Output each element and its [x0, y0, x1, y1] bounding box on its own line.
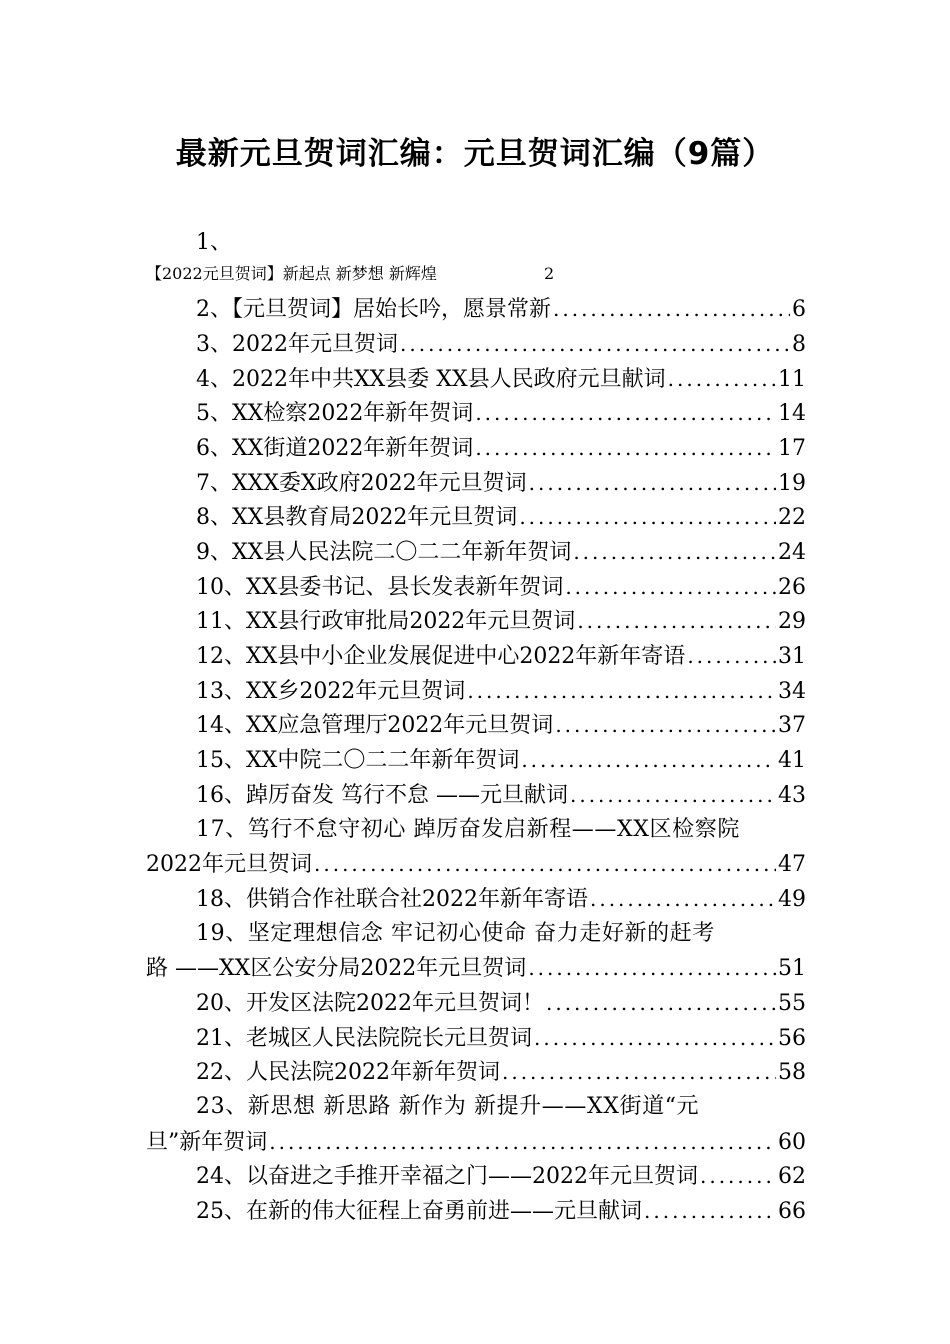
toc-entry-page: 47 [778, 852, 806, 877]
toc-entry-first-line[interactable]: 23、新思想 新思路 新作为 新提升——XX街道“元 [196, 1094, 700, 1119]
toc-entry[interactable] [196, 433, 806, 463]
toc-entry[interactable] [146, 849, 806, 879]
toc-entry-page: 66 [778, 1199, 806, 1224]
toc-leader [546, 988, 776, 1018]
toc-entry-text: 6、XX街道2022年新年贺词 [196, 436, 474, 461]
toc-entry-page: 24 [778, 540, 806, 565]
toc-entry-page: 56 [778, 1026, 806, 1051]
toc-entry-page: 11 [778, 367, 806, 392]
toc-entry-page: 2 [544, 264, 555, 283]
toc-entry-text: 25、在新的伟大征程上奋勇前进——元旦献词 [196, 1199, 642, 1224]
toc-entry-text: 旦”新年贺词 [146, 1130, 268, 1155]
toc-leader [529, 468, 776, 498]
toc-entry-text: 【2022元旦贺词】新起点 新梦想 新辉煌 [146, 264, 437, 283]
toc-entry-page: 49 [778, 887, 806, 912]
toc-leader [475, 433, 776, 463]
toc-entry-text: 9、XX县人民法院二〇二二年新年贺词 [196, 540, 572, 565]
toc-leader [668, 364, 776, 394]
toc-entry-page: 58 [778, 1060, 806, 1085]
toc-entry[interactable] [196, 1057, 806, 1087]
toc-entry-text: 20、开发区法院2022年元旦贺词！ [196, 991, 544, 1016]
toc-leader [700, 1161, 776, 1191]
toc-leader [400, 329, 790, 359]
toc-entry-page: 62 [778, 1164, 806, 1189]
toc-leader [528, 953, 776, 983]
toc-entry[interactable] [196, 1161, 806, 1191]
toc-entry[interactable] [196, 676, 806, 706]
toc-entry-text: 路 ——XX区公安分局2022年元旦贺词 [146, 956, 527, 981]
toc-entry-text: 7、XXX委X政府2022年元旦贺词 [196, 471, 527, 496]
toc-entry[interactable] [196, 329, 806, 359]
toc-entry-text: 10、XX县委书记、县长发表新年贺词 [196, 575, 564, 600]
toc-entry[interactable] [196, 780, 806, 810]
toc-entry-page: 29 [778, 609, 806, 634]
toc-entry-page: 8 [792, 332, 806, 357]
toc-entry[interactable] [196, 572, 806, 602]
toc-leader [573, 537, 776, 567]
toc-leader [269, 1127, 776, 1157]
toc-entry[interactable] [146, 263, 606, 285]
toc-entry-first-line[interactable]: 19、坚定理想信念 牢记初心使命 奋力走好新的赶考 [196, 921, 715, 946]
toc-entry-page: 22 [778, 505, 806, 530]
toc-entry-text: 18、供销合作社联合社2022年新年寄语 [196, 887, 588, 912]
toc-entry-page: 55 [778, 991, 806, 1016]
toc-entry[interactable] [196, 294, 806, 324]
toc-entry-first-line[interactable]: 17、笃行不怠守初心 踔厉奋发启新程——XX区检察院 [196, 817, 740, 842]
toc-entry[interactable] [146, 953, 806, 983]
toc-entry[interactable] [196, 710, 806, 740]
toc-entry-page: 37 [778, 713, 806, 738]
toc-entry-text: 4、2022年中共XX县委 XX县人民政府元旦献词 [196, 367, 666, 392]
toc-leader [502, 1057, 776, 1087]
toc-entry[interactable] [196, 1023, 806, 1053]
toc-leader [565, 572, 776, 602]
toc-entry[interactable] [196, 398, 806, 428]
toc-entry[interactable] [196, 468, 806, 498]
toc-entry[interactable] [146, 1127, 806, 1157]
toc-entry-text: 15、XX中院二〇二二年新年贺词 [196, 748, 520, 773]
toc-entry[interactable] [196, 641, 806, 671]
toc-leader [519, 502, 776, 532]
toc-entry-text: 2、【元旦贺词】居始长吟，愿景常新 [196, 297, 551, 322]
toc-entry-text: 16、踔厉奋发 笃行不怠 ——元旦献词 [196, 783, 568, 808]
toc-leader [644, 1196, 776, 1226]
toc-entry[interactable] [196, 537, 806, 567]
toc-entry-text: 8、XX县教育局2022年元旦贺词 [196, 505, 518, 530]
toc-entry[interactable] [196, 606, 806, 636]
toc-leader [475, 398, 776, 428]
toc-leader [577, 606, 776, 636]
toc-entry-page: 51 [778, 956, 806, 981]
toc-entry-text: 13、XX乡2022年元旦贺词 [196, 679, 466, 704]
toc-entry-page: 60 [778, 1130, 806, 1155]
toc-leader [553, 294, 790, 324]
toc-entry[interactable] [196, 988, 806, 1018]
document-title: 最新元旦贺词汇编：元旦贺词汇编（9篇） [175, 136, 775, 172]
toc-leader [555, 710, 776, 740]
toc-entry-page: 26 [778, 575, 806, 600]
toc-entry-text: 12、XX县中小企业发展促进中心2022年新年寄语 [196, 644, 686, 669]
toc-leader [570, 780, 776, 810]
toc-entry-text: 14、XX应急管理厅2022年元旦贺词 [196, 713, 554, 738]
toc-entry[interactable] [196, 884, 806, 914]
toc-leader [534, 1023, 776, 1053]
toc-entry-page: 41 [778, 748, 806, 773]
toc-entry-page: 19 [778, 471, 806, 496]
toc-entry-page: 34 [778, 679, 806, 704]
toc-item-number: 1、 [196, 230, 232, 255]
toc-leader [467, 676, 776, 706]
toc-leader [590, 884, 776, 914]
toc-leader [521, 745, 776, 775]
toc-entry-page: 6 [792, 297, 806, 322]
toc-entry-text: 24、以奋进之手推开幸福之门——2022年元旦贺词 [196, 1164, 698, 1189]
toc-entry[interactable] [196, 502, 806, 532]
toc-entry-text: 2022年元旦贺词 [146, 852, 312, 877]
toc-entry-page: 17 [778, 436, 806, 461]
toc-entry-text: 5、XX检察2022年新年贺词 [196, 401, 474, 426]
toc-entry[interactable] [196, 364, 806, 394]
toc-entry[interactable] [196, 1196, 806, 1226]
toc-leader [314, 849, 776, 879]
toc-entry-page: 31 [778, 644, 806, 669]
toc-entry-text: 3、2022年元旦贺词 [196, 332, 398, 357]
toc-entry-text: 21、老城区人民法院院长元旦贺词 [196, 1026, 532, 1051]
toc-entry[interactable] [196, 745, 806, 775]
toc-entry-text: 22、人民法院2022年新年贺词 [196, 1060, 500, 1085]
toc-entry-page: 43 [778, 783, 806, 808]
toc-entry-text: 11、XX县行政审批局2022年元旦贺词 [196, 609, 576, 634]
toc-leader [687, 641, 776, 671]
toc-entry-page: 14 [778, 401, 806, 426]
